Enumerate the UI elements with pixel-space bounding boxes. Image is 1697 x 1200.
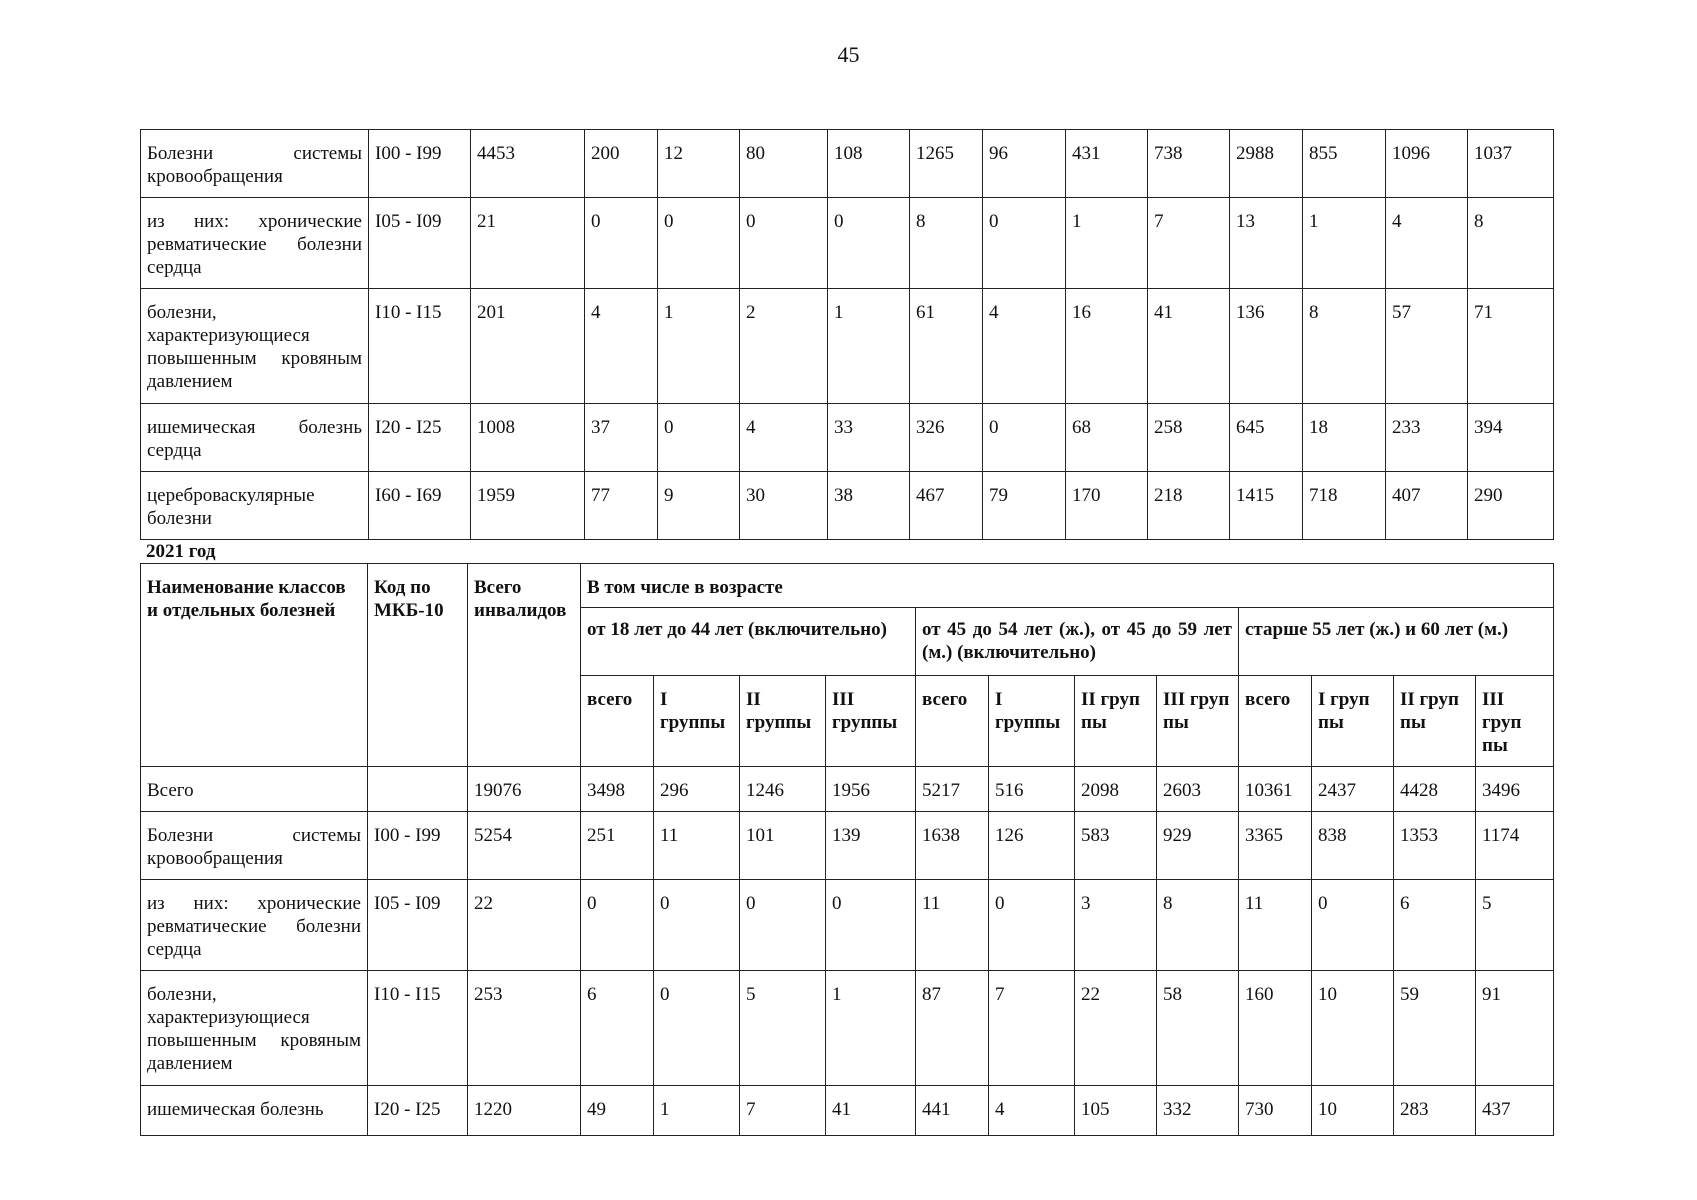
data-cell: 4 xyxy=(1386,198,1468,289)
table-row xyxy=(141,971,1554,1086)
row-name-cell: болезни, характеризующиеся повышенным кровяным давлением xyxy=(141,971,368,1086)
header-subcolumn: всего xyxy=(916,676,989,767)
data-cell: 0 xyxy=(828,198,910,289)
data-cell: 8 xyxy=(1468,198,1554,289)
data-cell: 33 xyxy=(828,404,910,472)
data-cell: 929 xyxy=(1157,812,1239,880)
table-row xyxy=(141,289,1554,404)
data-cell: 105 xyxy=(1075,1086,1157,1136)
data-cell: 467 xyxy=(910,472,983,540)
table-row xyxy=(141,767,1554,812)
data-cell: 96 xyxy=(983,130,1066,198)
data-cell: 41 xyxy=(826,1086,916,1136)
data-cell: 11 xyxy=(1239,880,1312,971)
data-cell: 11 xyxy=(916,880,989,971)
data-cell: 71 xyxy=(1468,289,1554,404)
data-cell: 0 xyxy=(654,880,740,971)
page-number: 45 xyxy=(837,42,860,67)
section-label: 2021 год xyxy=(146,541,216,562)
data-cell: 170 xyxy=(1066,472,1148,540)
data-cell: 1246 xyxy=(740,767,826,812)
data-cell: 407 xyxy=(1386,472,1468,540)
data-cell: 126 xyxy=(989,812,1075,880)
data-cell: 30 xyxy=(740,472,828,540)
row-total-cell: 5254 xyxy=(468,812,581,880)
data-cell: 10 xyxy=(1312,1086,1394,1136)
data-cell: 258 xyxy=(1148,404,1230,472)
data-cell: 0 xyxy=(585,198,658,289)
row-total-cell: 4453 xyxy=(471,130,585,198)
data-cell: 0 xyxy=(658,198,740,289)
data-cell: 4 xyxy=(585,289,658,404)
header-name: Наименование классов и отдельных болезней xyxy=(141,564,368,767)
data-cell: 290 xyxy=(1468,472,1554,540)
row-name-cell: Болезни системы кровообращения xyxy=(141,130,369,198)
row-name-cell: Болезни системы кровообращения xyxy=(141,812,368,880)
row-code-cell: I00 - I99 xyxy=(369,130,471,198)
header-subcolumn: I груп пы xyxy=(1312,676,1394,767)
table-previous-body xyxy=(141,130,1554,540)
row-code-cell: I10 - I15 xyxy=(369,289,471,404)
data-cell: 1 xyxy=(1303,198,1386,289)
header-group-c: старше 55 лет (ж.) и 60 лет (м.) xyxy=(1239,608,1554,676)
row-name-cell: Всего xyxy=(141,767,368,812)
data-cell: 22 xyxy=(1075,971,1157,1086)
header-subcolumn: II группы xyxy=(740,676,826,767)
table-row xyxy=(141,880,1554,971)
data-cell: 8 xyxy=(910,198,983,289)
data-cell: 583 xyxy=(1075,812,1157,880)
data-cell: 0 xyxy=(1312,880,1394,971)
data-cell: 13 xyxy=(1230,198,1303,289)
row-total-cell: 21 xyxy=(471,198,585,289)
table-2021-header xyxy=(141,564,1554,767)
row-total-cell: 1959 xyxy=(471,472,585,540)
data-cell: 18 xyxy=(1303,404,1386,472)
data-cell: 2603 xyxy=(1157,767,1239,812)
table-row xyxy=(141,198,1554,289)
data-cell: 0 xyxy=(581,880,654,971)
data-cell: 431 xyxy=(1066,130,1148,198)
table-2021 xyxy=(140,563,1554,1136)
row-total-cell: 253 xyxy=(468,971,581,1086)
data-cell: 1638 xyxy=(916,812,989,880)
table-row xyxy=(141,404,1554,472)
data-cell: 139 xyxy=(826,812,916,880)
row-total-cell: 201 xyxy=(471,289,585,404)
row-name-cell: ишемическая болезнь сердца xyxy=(141,404,369,472)
data-cell: 0 xyxy=(989,880,1075,971)
data-cell: 68 xyxy=(1066,404,1148,472)
data-cell: 7 xyxy=(1148,198,1230,289)
data-cell: 38 xyxy=(828,472,910,540)
row-code-cell: I20 - I25 xyxy=(369,404,471,472)
data-cell: 1415 xyxy=(1230,472,1303,540)
data-cell: 5 xyxy=(1476,880,1554,971)
data-cell: 4 xyxy=(989,1086,1075,1136)
data-cell: 1 xyxy=(658,289,740,404)
data-cell: 1 xyxy=(826,971,916,1086)
data-cell: 4428 xyxy=(1394,767,1476,812)
data-cell: 91 xyxy=(1476,971,1554,1086)
data-cell: 0 xyxy=(740,198,828,289)
header-group-b: от 45 до 54 лет (ж.), от 45 до 59 лет (м.) (включительно) xyxy=(916,608,1239,676)
row-name-cell: цереброваскулярные болезни xyxy=(141,472,369,540)
data-cell: 3498 xyxy=(581,767,654,812)
data-cell: 57 xyxy=(1386,289,1468,404)
data-cell: 77 xyxy=(585,472,658,540)
table-2021-body xyxy=(141,767,1554,1136)
data-cell: 3 xyxy=(1075,880,1157,971)
data-cell: 59 xyxy=(1394,971,1476,1086)
header-subcolumn: всего xyxy=(581,676,654,767)
data-cell: 718 xyxy=(1303,472,1386,540)
data-cell: 2437 xyxy=(1312,767,1394,812)
row-total-cell: 19076 xyxy=(468,767,581,812)
header-subcolumn: I группы xyxy=(654,676,740,767)
data-cell: 218 xyxy=(1148,472,1230,540)
table-row xyxy=(141,812,1554,880)
row-name-cell: из них: хронические ревматические болезни сердца xyxy=(141,198,369,289)
row-code-cell: I20 - I25 xyxy=(368,1086,468,1136)
table-previous-year xyxy=(140,129,1554,540)
row-total-cell: 1220 xyxy=(468,1086,581,1136)
data-cell: 332 xyxy=(1157,1086,1239,1136)
data-cell: 4 xyxy=(740,404,828,472)
data-cell: 296 xyxy=(654,767,740,812)
data-cell: 108 xyxy=(828,130,910,198)
data-cell: 1 xyxy=(654,1086,740,1136)
data-cell: 200 xyxy=(585,130,658,198)
data-cell: 1265 xyxy=(910,130,983,198)
data-cell: 3365 xyxy=(1239,812,1312,880)
data-cell: 37 xyxy=(585,404,658,472)
data-cell: 7 xyxy=(740,1086,826,1136)
data-cell: 10 xyxy=(1312,971,1394,1086)
data-cell: 2988 xyxy=(1230,130,1303,198)
data-cell: 738 xyxy=(1148,130,1230,198)
row-code-cell xyxy=(368,767,468,812)
data-cell: 1174 xyxy=(1476,812,1554,880)
data-cell: 0 xyxy=(654,971,740,1086)
data-cell: 838 xyxy=(1312,812,1394,880)
data-cell: 61 xyxy=(910,289,983,404)
data-cell: 49 xyxy=(581,1086,654,1136)
data-cell: 730 xyxy=(1239,1086,1312,1136)
data-cell: 0 xyxy=(658,404,740,472)
data-cell: 6 xyxy=(581,971,654,1086)
table-row xyxy=(141,1086,1554,1136)
data-cell: 1956 xyxy=(826,767,916,812)
data-cell: 4 xyxy=(983,289,1066,404)
data-cell: 8 xyxy=(1303,289,1386,404)
data-cell: 7 xyxy=(989,971,1075,1086)
data-cell: 11 xyxy=(654,812,740,880)
header-subcolumn: всего xyxy=(1239,676,1312,767)
data-cell: 6 xyxy=(1394,880,1476,971)
data-cell: 0 xyxy=(983,198,1066,289)
data-cell: 10361 xyxy=(1239,767,1312,812)
row-code-cell: I10 - I15 xyxy=(368,971,468,1086)
data-cell: 41 xyxy=(1148,289,1230,404)
header-subcolumn: III груп пы xyxy=(1476,676,1554,767)
row-total-cell: 1008 xyxy=(471,404,585,472)
header-code: Код по МКБ-10 xyxy=(368,564,468,767)
data-cell: 645 xyxy=(1230,404,1303,472)
row-name-cell: болезни, характеризующиеся повышенным кровяным давлением xyxy=(141,289,369,404)
row-code-cell: I00 - I99 xyxy=(368,812,468,880)
data-cell: 516 xyxy=(989,767,1075,812)
data-cell: 2098 xyxy=(1075,767,1157,812)
data-cell: 16 xyxy=(1066,289,1148,404)
data-cell: 0 xyxy=(740,880,826,971)
row-name-cell: ишемическая болезнь xyxy=(141,1086,368,1136)
data-cell: 251 xyxy=(581,812,654,880)
header-group-a: от 18 лет до 44 лет (включительно) xyxy=(581,608,916,676)
data-cell: 1096 xyxy=(1386,130,1468,198)
data-cell: 437 xyxy=(1476,1086,1554,1136)
data-cell: 87 xyxy=(916,971,989,1086)
data-cell: 2 xyxy=(740,289,828,404)
header-total: Всего инвалидов xyxy=(468,564,581,767)
data-cell: 160 xyxy=(1239,971,1312,1086)
data-cell: 283 xyxy=(1394,1086,1476,1136)
data-cell: 394 xyxy=(1468,404,1554,472)
data-cell: 326 xyxy=(910,404,983,472)
data-cell: 5 xyxy=(740,971,826,1086)
data-cell: 136 xyxy=(1230,289,1303,404)
data-cell: 1 xyxy=(1066,198,1148,289)
row-code-cell: I60 - I69 xyxy=(369,472,471,540)
row-code-cell: I05 - I09 xyxy=(369,198,471,289)
data-cell: 9 xyxy=(658,472,740,540)
header-subcolumn: II груп пы xyxy=(1394,676,1476,767)
row-code-cell: I05 - I09 xyxy=(368,880,468,971)
data-cell: 1353 xyxy=(1394,812,1476,880)
table-row xyxy=(141,130,1554,198)
data-cell: 58 xyxy=(1157,971,1239,1086)
data-cell: 8 xyxy=(1157,880,1239,971)
data-cell: 1037 xyxy=(1468,130,1554,198)
data-cell: 12 xyxy=(658,130,740,198)
header-subcolumn: III груп пы xyxy=(1157,676,1239,767)
header-subcolumn: III группы xyxy=(826,676,916,767)
data-cell: 233 xyxy=(1386,404,1468,472)
data-cell: 5217 xyxy=(916,767,989,812)
data-cell: 3496 xyxy=(1476,767,1554,812)
header-age-span: В том числе в возрасте xyxy=(581,564,1554,608)
data-cell: 0 xyxy=(826,880,916,971)
data-cell: 79 xyxy=(983,472,1066,540)
header-subcolumn: II груп пы xyxy=(1075,676,1157,767)
data-cell: 80 xyxy=(740,130,828,198)
header-subcolumn: I группы xyxy=(989,676,1075,767)
data-cell: 441 xyxy=(916,1086,989,1136)
data-cell: 1 xyxy=(828,289,910,404)
row-name-cell: из них: хронические ревматические болезни сердца xyxy=(141,880,368,971)
data-cell: 855 xyxy=(1303,130,1386,198)
table-row xyxy=(141,472,1554,540)
data-cell: 101 xyxy=(740,812,826,880)
data-cell: 0 xyxy=(983,404,1066,472)
row-total-cell: 22 xyxy=(468,880,581,971)
